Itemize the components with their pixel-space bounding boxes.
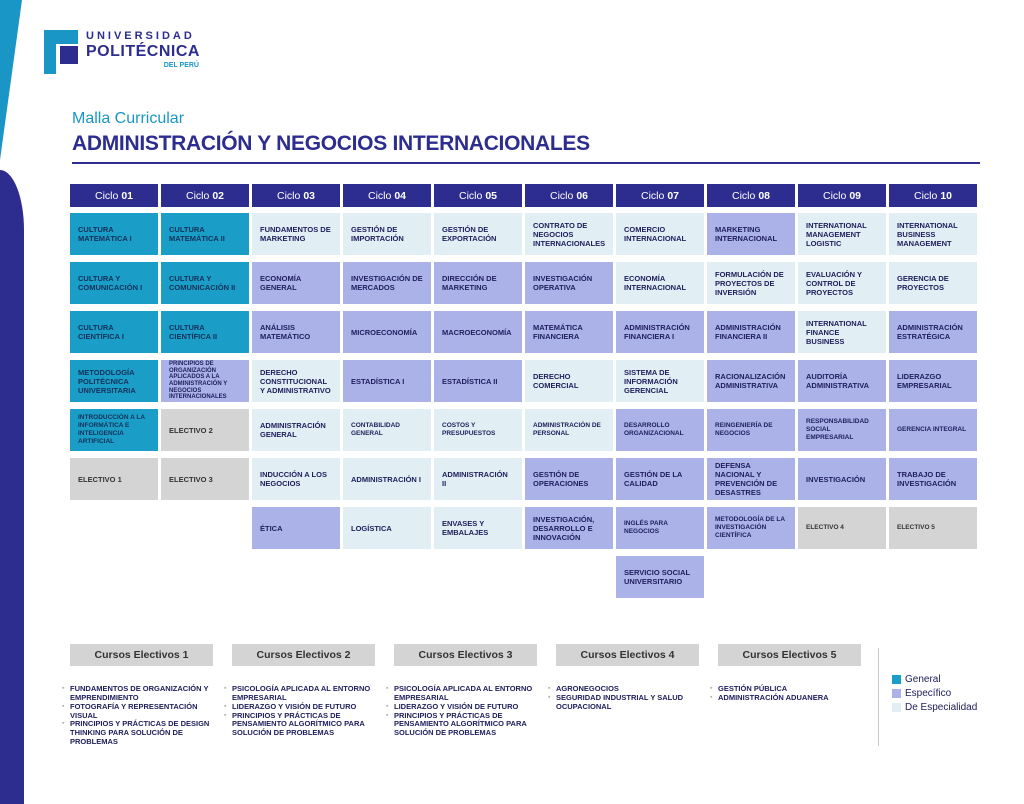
legend-swatch — [892, 675, 901, 684]
course-cell: CULTURA MATEMÁTICA I — [70, 213, 158, 255]
elective-item: ▪ FUNDAMENTOS DE ORGANIZACIÓN Y EMPRENDIMIENTO — [62, 685, 212, 703]
cycle-header-05: Ciclo 05 — [434, 184, 522, 207]
legend-swatch — [892, 689, 901, 698]
course-cell: PRINCIPIOS DE ORGANIZACIÓN APLICADOS A LA ADMINISTRACIÓN Y NEGOCIOS INTERNACIONALES — [161, 360, 249, 402]
cycle-header-10: Ciclo 10 — [889, 184, 977, 207]
cycle-header-07: Ciclo 07 — [616, 184, 704, 207]
course-cell: GERENCIA INTEGRAL — [889, 409, 977, 451]
course-cell: MICROECONOMÍA — [343, 311, 431, 353]
course-cell: ELECTIVO 4 — [798, 507, 886, 549]
course-cell: REINGENIERÍA DE NEGOCIOS — [707, 409, 795, 451]
course-cell: DEFENSA NACIONAL Y PREVENCIÓN DE DESASTRES — [707, 458, 795, 500]
electives-title-4: Cursos Electivos 4 — [556, 644, 699, 666]
course-cell: INVESTIGACIÓN DE MERCADOS — [343, 262, 431, 304]
course-cell: CULTURA Y COMUNICACIÓN II — [161, 262, 249, 304]
course-cell: ADMINISTRACIÓN DE PERSONAL — [525, 409, 613, 451]
course-cell: INTERNATIONAL FINANCE BUSINESS — [798, 311, 886, 353]
left-side-accent — [0, 170, 24, 804]
course-cell: EVALUACIÓN Y CONTROL DE PROYECTOS — [798, 262, 886, 304]
electives-list-4 — [548, 685, 698, 712]
course-cell: ADMINISTRACIÓN GENERAL — [252, 409, 340, 451]
course-cell: FORMULACIÓN DE PROYECTOS DE INVERSIÓN — [707, 262, 795, 304]
elective-item: ▪ AGRONEGOCIOS — [548, 685, 698, 694]
cycle-header-03: Ciclo 03 — [252, 184, 340, 207]
course-cell: MACROECONOMÍA — [434, 311, 522, 353]
course-cell: INTERNATIONAL MANAGEMENT LOGISTIC — [798, 213, 886, 255]
elective-item: ▪ PRINCIPIOS Y PRÁCTICAS DE PENSAMIENTO ALGORÍTMICO PARA SOLUCIÓN DE PROBLEMAS — [386, 712, 536, 739]
course-cell: INGLÉS PARA NEGOCIOS — [616, 507, 704, 549]
legend-item — [892, 686, 977, 700]
logo-mark-icon — [44, 30, 78, 74]
elective-item: ▪ PSICOLOGÍA APLICADA AL ENTORNO EMPRESARIAL — [224, 685, 374, 703]
electives-title-2: Cursos Electivos 2 — [232, 644, 375, 666]
cycle-header-01: Ciclo 01 — [70, 184, 158, 207]
electives-list-2 — [224, 685, 374, 738]
legend-label: General — [905, 673, 941, 685]
elective-item: ▪ SEGURIDAD INDUSTRIAL Y SALUD OCUPACIONAL — [548, 694, 698, 712]
course-cell: ADMINISTRACIÓN FINANCIERA I — [616, 311, 704, 353]
course-cell: RACIONALIZACIÓN ADMINISTRATIVA — [707, 360, 795, 402]
logo-line-2: POLITÉCNICA — [86, 43, 200, 60]
course-cell: LOGÍSTICA — [343, 507, 431, 549]
course-cell: INTRODUCCIÓN A LA INFORMÁTICA E INTELIGENCIA ARTIFICIAL — [70, 409, 158, 451]
legend-label: De Especialidad — [905, 701, 978, 713]
course-cell: ÉTICA — [252, 507, 340, 549]
title-divider — [72, 162, 980, 164]
course-cell: GERENCIA DE PROYECTOS — [889, 262, 977, 304]
cycle-header-08: Ciclo 08 — [707, 184, 795, 207]
electives-list-5 — [710, 685, 860, 703]
course-cell: ECONOMÍA INTERNACIONAL — [616, 262, 704, 304]
electives-title-3: Cursos Electivos 3 — [394, 644, 537, 666]
legend-swatch — [892, 703, 901, 712]
elective-item: ▪ LIDERAZGO Y VISIÓN DE FUTURO — [224, 703, 374, 712]
course-cell: MATEMÁTICA FINANCIERA — [525, 311, 613, 353]
course-cell: ELECTIVO 3 — [161, 458, 249, 500]
course-cell: TRABAJO DE INVESTIGACIÓN — [889, 458, 977, 500]
cycle-header-02: Ciclo 02 — [161, 184, 249, 207]
course-cell: ADMINISTRACIÓN FINANCIERA II — [707, 311, 795, 353]
course-cell: INVESTIGACIÓN OPERATIVA — [525, 262, 613, 304]
logo-line-1: UNIVERSIDAD — [86, 30, 195, 42]
course-cell: GESTIÓN DE OPERACIONES — [525, 458, 613, 500]
course-cell: ELECTIVO 5 — [889, 507, 977, 549]
elective-item: ▪ PRINCIPIOS Y PRÁCTICAS DE PENSAMIENTO ALGORÍTMICO PARA SOLUCIÓN DE PROBLEMAS — [224, 712, 374, 739]
course-cell: SISTEMA DE INFORMACIÓN GERENCIAL — [616, 360, 704, 402]
course-cell: METODOLOGÍA DE LA INVESTIGACIÓN CIENTÍFICA — [707, 507, 795, 549]
electives-title-1: Cursos Electivos 1 — [70, 644, 213, 666]
course-cell: CULTURA Y COMUNICACIÓN I — [70, 262, 158, 304]
course-cell: ESTADÍSTICA II — [434, 360, 522, 402]
course-cell: ECONOMÍA GENERAL — [252, 262, 340, 304]
elective-item: ▪ FOTOGRAFÍA Y REPRESENTACIÓN VISUAL — [62, 703, 212, 721]
course-cell: ANÁLISIS MATEMÁTICO — [252, 311, 340, 353]
cycle-header-04: Ciclo 04 — [343, 184, 431, 207]
legend-item — [892, 672, 977, 686]
course-cell: CULTURA CIENTÍFICA I — [70, 311, 158, 353]
course-cell: ADMINISTRACIÓN ESTRATÉGICA — [889, 311, 977, 353]
course-cell: ADMINISTRACIÓN II — [434, 458, 522, 500]
course-cell: ELECTIVO 1 — [70, 458, 158, 500]
elective-item: ▪ ADMINISTRACIÓN ADUANERA — [710, 694, 860, 703]
course-cell: AUDITORÍA ADMINISTRATIVA — [798, 360, 886, 402]
course-cell: INTERNATIONAL BUSINESS MANAGEMENT — [889, 213, 977, 255]
legend-label: Específico — [905, 687, 952, 699]
course-cell: CONTRATO DE NEGOCIOS INTERNACIONALES — [525, 213, 613, 255]
course-cell: GESTIÓN DE LA CALIDAD — [616, 458, 704, 500]
course-cell: FUNDAMENTOS DE MARKETING — [252, 213, 340, 255]
course-cell: DIRECCIÓN DE MARKETING — [434, 262, 522, 304]
logo-line-3: DEL PERÚ — [163, 62, 199, 69]
elective-item: ▪ GESTIÓN PÚBLICA — [710, 685, 860, 694]
course-cell: LIDERAZGO EMPRESARIAL — [889, 360, 977, 402]
electives-title-5: Cursos Electivos 5 — [718, 644, 861, 666]
course-cell: METODOLOGÍA POLITÉCNICA UNIVERSITARIA — [70, 360, 158, 402]
course-cell: CULTURA MATEMÁTICA II — [161, 213, 249, 255]
elective-item: ▪ LIDERAZGO Y VISIÓN DE FUTURO — [386, 703, 536, 712]
course-cell: DESARROLLO ORGANIZACIONAL — [616, 409, 704, 451]
course-cell: ELECTIVO 2 — [161, 409, 249, 451]
course-cell: MARKETING INTERNACIONAL — [707, 213, 795, 255]
course-cell: DERECHO CONSTITUCIONAL Y ADMINISTRATIVO — [252, 360, 340, 402]
course-cell: ESTADÍSTICA I — [343, 360, 431, 402]
course-cell: CONTABILIDAD GENERAL — [343, 409, 431, 451]
page-subtitle: Malla Curricular — [72, 110, 185, 127]
course-cell: GESTIÓN DE EXPORTACIÓN — [434, 213, 522, 255]
page-title: ADMINISTRACIÓN Y NEGOCIOS INTERNACIONALES — [72, 132, 590, 155]
elective-item: ▪ PSICOLOGÍA APLICADA AL ENTORNO EMPRESARIAL — [386, 685, 536, 703]
legend — [892, 672, 977, 714]
course-cell: SERVICIO SOCIAL UNIVERSITARIO — [616, 556, 704, 598]
legend-item — [892, 700, 977, 714]
course-cell: INVESTIGACIÓN, DESARROLLO E INNOVACIÓN — [525, 507, 613, 549]
course-cell: INVESTIGACIÓN — [798, 458, 886, 500]
course-cell: ENVASES Y EMBALAJES — [434, 507, 522, 549]
elective-item: ▪ PRINCIPIOS Y PRÁCTICAS DE DESIGN THINKING PARA SOLUCIÓN DE PROBLEMAS — [62, 720, 212, 747]
course-cell: DERECHO COMERCIAL — [525, 360, 613, 402]
course-cell: COMERCIO INTERNACIONAL — [616, 213, 704, 255]
electives-list-1 — [62, 685, 212, 747]
course-cell: COSTOS Y PRESUPUESTOS — [434, 409, 522, 451]
course-cell: GESTIÓN DE IMPORTACIÓN — [343, 213, 431, 255]
cycle-header-06: Ciclo 06 — [525, 184, 613, 207]
course-cell: CULTURA CIENTÍFICA II — [161, 311, 249, 353]
legend-divider — [878, 648, 879, 746]
course-cell: RESPONSABILIDAD SOCIAL EMPRESARIAL — [798, 409, 886, 451]
course-cell: ADMINISTRACIÓN I — [343, 458, 431, 500]
electives-list-3 — [386, 685, 536, 738]
course-cell: INDUCCIÓN A LOS NEGOCIOS — [252, 458, 340, 500]
top-left-accent — [0, 0, 22, 160]
cycle-header-09: Ciclo 09 — [798, 184, 886, 207]
